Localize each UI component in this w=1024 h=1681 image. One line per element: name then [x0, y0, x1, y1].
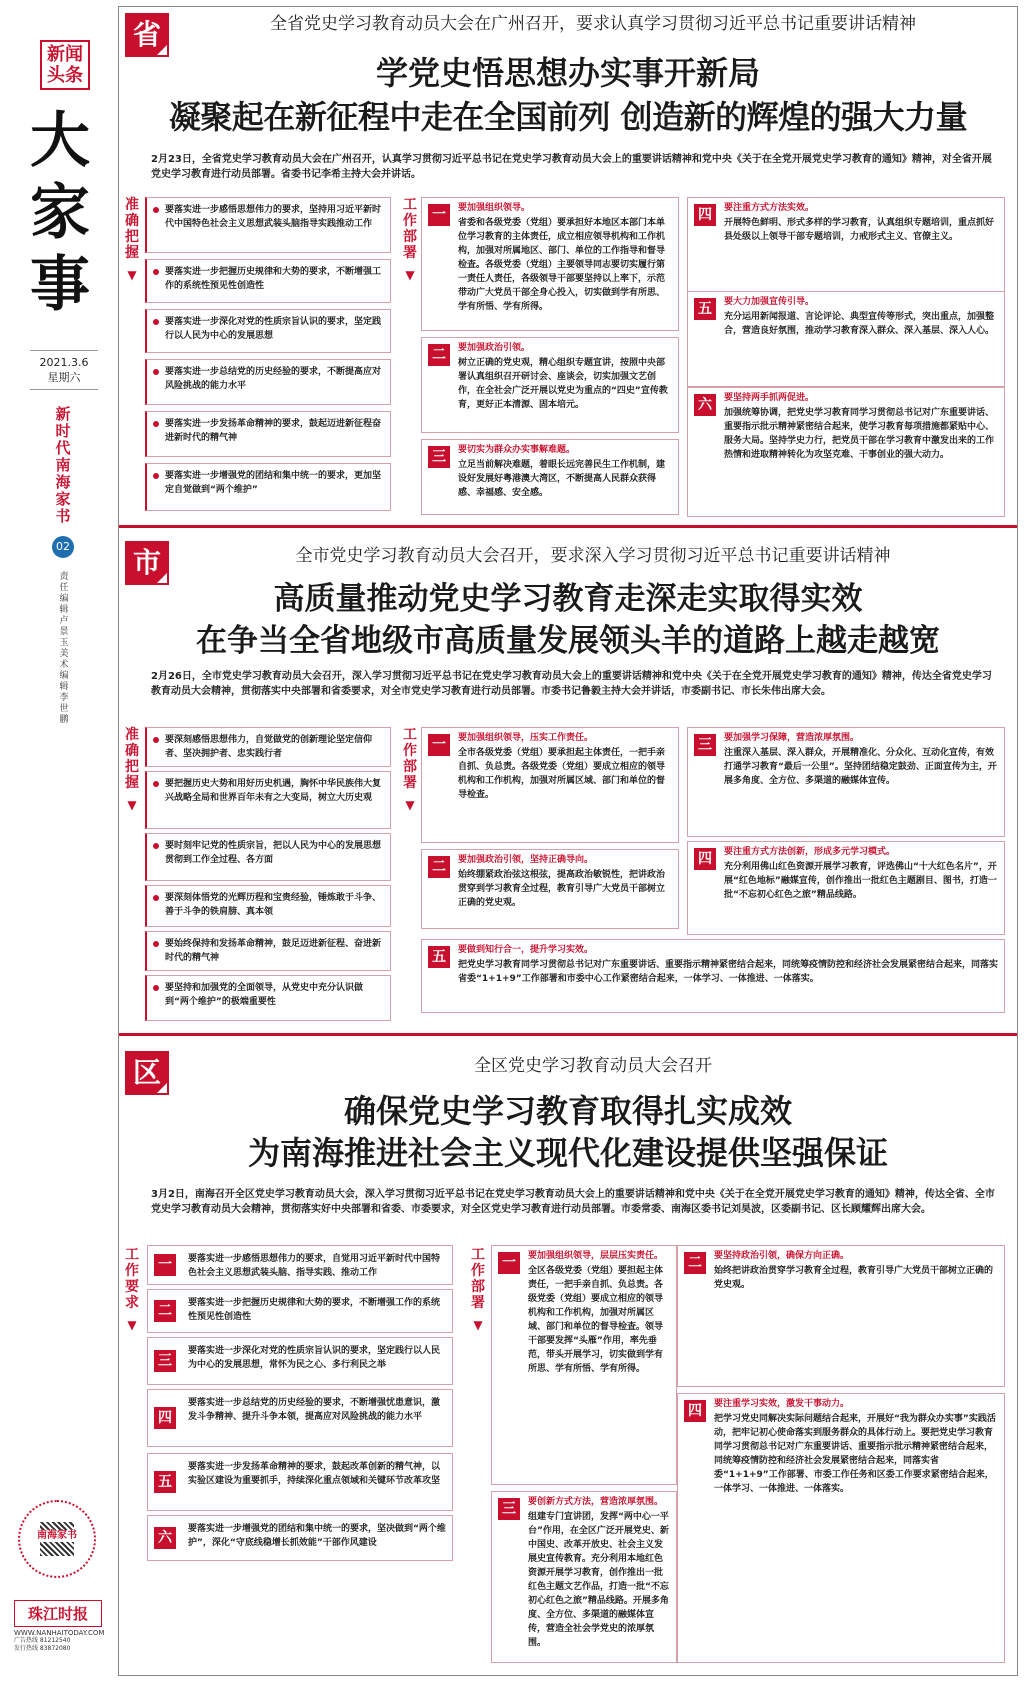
masthead-column [0, 0, 110, 1681]
requirement-number: 四 [154, 1407, 176, 1429]
province-work-label-text: 工作部署 [403, 197, 417, 261]
work-item-number: 二 [428, 344, 450, 366]
grasp-item: 要坚持和加强党的全面领导，从党史中充分认识做到“两个维护”的极端重要性 [145, 975, 391, 1021]
district-req-label-text: 工作要求 [125, 1247, 139, 1311]
work-item-number: 六 [694, 394, 716, 416]
district-label: 区 [125, 1051, 169, 1095]
work-item-text: 始终绷紧政治弦这根弦，提高政治敏锐性，把讲政治贯穿到学习教育全过程，教育引导广大党员干部树立正确的党史观。 [458, 870, 666, 908]
delivery-phone: 发行热线 83872080 [14, 1645, 71, 1652]
work-item-text: 立足当前解决难题，着眼长远完善民生工作机制，建设好发展好粤港澳大湾区，不断提高人民群众获得感、幸福感、安全感。 [458, 460, 666, 498]
requirement-item [147, 1389, 453, 1447]
issue-weekday: 星期六 [47, 371, 81, 384]
arrow-down-icon: ▼ [405, 798, 415, 812]
work-item-number: 四 [694, 848, 716, 870]
work-item [677, 1393, 1005, 1663]
city-headline-2: 在争当全省地级市高质量发展领头羊的道路上越走越宽 [196, 623, 940, 659]
work-item-text: 注重深入基层、深入群众，开展精准化、分众化、互动化宣传，有效打通学习教育“最后一公里”。坚持团结稳定鼓劲、正面宣传为主，开展多角度、全方位、多渠道的融媒体宣传。 [724, 748, 997, 786]
arrow-down-icon: ▼ [473, 1318, 483, 1332]
grasp-item: 要深刻体悟党的光辉历程和宝贵经验，锤炼敢于斗争、善于斗争的铁肩膀、真本领 [145, 885, 391, 927]
work-item-number: 三 [428, 446, 450, 468]
work-item-text: 树立正确的党史观，精心组织专题宣讲，按照中央部署认真组织召开研讨会、座谈会，切实加强文艺创作，在全社会广泛开展以党史为重点的“四史”宣传教育，更好正本清源、固本培元。 [458, 358, 668, 410]
requirement-item [147, 1289, 453, 1333]
work-item-number: 一 [428, 204, 450, 226]
work-item-title: 要做到知行合一，提升学习实效。 [458, 945, 594, 955]
page-title: 大家事 [30, 106, 90, 320]
work-item-number: 一 [428, 734, 450, 756]
requirement-item [147, 1515, 453, 1561]
work-item [687, 197, 1005, 293]
date-block [30, 350, 98, 390]
editors-credit: 责任编辑 卢景玉 美术编辑 李世鹏 [59, 572, 69, 725]
city-lead: 2月26日，全市党史学习教育动员大会召开，深入学习贯彻习近平总书记在党史学习教育动员大会上的重要讲话精神和党中央《关于在全党开展党史学习教育的通知》精神，传达全省党史学习教育动员大会精神，贯彻落实中央部署和省委要求，对全市党史学习教育进行动员部署。市委书记鲁毅主持大会并讲话，市委副书记、市长朱伟出席大会。 [151, 671, 992, 697]
city-label: 市 [125, 541, 169, 585]
province-lead: 2月23日，全省党史学习教育动员大会在广州召开，认真学习贯彻习近平总书记在党史学习教育动员大会上的重要讲话精神和党中央《关于在全党开展党史学习教育的通知》精神，对全省开展党史学习教育进行动员部署。省委书记李希主持大会并讲话。 [151, 154, 992, 180]
province-grasp-label-text: 准确把握 [125, 197, 139, 261]
city-work-label-text: 工作部署 [403, 727, 417, 791]
work-item [687, 387, 1005, 517]
arrow-down-icon: ▼ [405, 268, 415, 282]
requirement-text: 要落实进一步感悟思想伟力的要求，自觉用习近平新时代中国特色社会主义思想武装头脑、指导实践、推动工作 [188, 1254, 441, 1278]
newspaper-logo [14, 1600, 105, 1653]
province-label: 省 [125, 13, 169, 57]
arrow-down-icon: ▼ [127, 268, 137, 282]
paper-url[interactable]: WWW.NANHAITODAY.COM [14, 1629, 105, 1637]
grasp-item: 要深刻感悟思想伟力，自觉做党的创新理论坚定信仰者、坚决拥护者、忠实践行者 [145, 727, 391, 767]
work-item-text: 始终把讲政治贯穿学习教育全过程，教育引导广大党员干部树立正确的党史观。 [714, 1266, 994, 1290]
work-item-title: 要注重方式方法创新，形成多元学习模式。 [724, 847, 896, 857]
work-item [677, 1245, 1005, 1387]
requirement-number: 二 [154, 1300, 176, 1322]
requirement-text: 要落实进一步深化对党的性质宗旨认识的要求，坚定践行以人民为中心的发展思想，常怀为民之心、多行利民之举 [188, 1346, 441, 1370]
province-section [119, 7, 1017, 527]
work-item-number: 五 [428, 946, 450, 968]
work-item-title: 要加强组织领导，压实工作责任。 [458, 733, 594, 743]
work-item [421, 439, 679, 515]
province-headline-1: 学党史悟思想办实事开新局 [375, 54, 760, 92]
work-item [491, 1245, 677, 1485]
qr-code[interactable] [18, 1500, 96, 1578]
work-item-text: 把学习党史同解决实际问题结合起来，开展好“我为群众办实事”实践活动，把牢记初心使命落实到服务群众的具体行动上。要把党史学习教育同学习贯彻总书记对广东重要讲话、重要指示批示精神紧密结合起来，同统筹疫情防控和经济社会发展紧密结合起来，同落实省委“1+1+9”工作部署、市委工作任务和区委工作要求紧密结合起来，一体学习、一体推进、一体落实。 [714, 1414, 996, 1494]
grasp-item: 要把握历史大势和用好历史机遇，胸怀中华民族伟大复兴战略全局和世界百年未有之大变局，树立大历史观 [145, 771, 391, 829]
arrow-down-icon: ▼ [127, 1318, 137, 1332]
province-kicker: 全省党史学习教育动员大会在广州召开，要求认真学习贯彻习近平总书记重要讲话精神 [270, 14, 916, 34]
qr-label: 南海家书 [34, 1530, 80, 1542]
grasp-item: 要始终保持和发扬革命精神，鼓足迈进新征程、奋进新时代的精气神 [145, 931, 391, 971]
grasp-item: 要落实进一步发扬革命精神的要求，鼓起迈进新征程奋进新时代的精气神 [145, 411, 391, 457]
city-kicker: 全市党史学习教育动员大会召开，要求深入学习贯彻习近平总书记重要讲话精神 [295, 546, 891, 566]
province-work-label [401, 197, 419, 283]
work-item-number: 二 [428, 856, 450, 878]
grasp-item: 要时刻牢记党的性质宗旨，把以人民为中心的发展思想贯彻到工作全过程、各方面 [145, 833, 391, 881]
work-item [421, 939, 1005, 1013]
work-item-title: 要坚持政治引领，确保方向正确。 [714, 1251, 850, 1261]
requirement-item [147, 1245, 453, 1285]
grasp-item: 要落实进一步深化对党的性质宗旨认识的要求，坚定践行以人民为中心的发展思想 [145, 309, 391, 353]
work-item-text: 全区各级党委（党组）要担起主体责任，一把手亲自抓、负总责。各级党委（党组）要成立相应的领导机构和工作机构，加强对所属区域、部门和单位的督导检查。领导干部要发挥“头雁”作用，率先垂范，带头开展学习，切实做到学有所思、学有所悟、学有所得。 [528, 1266, 664, 1374]
work-item-text: 组建专门宣讲团，发挥“两中心一平台”作用，在全区广泛开展党史、新中国史、改革开放史、社会主义发展史宣传教育。充分利用本地红色资源开展学习教育，创作推出一批红色主题文艺作品，打造一批“不忘初心红色之旅”精品线路。开展多角度、全方位、多渠道的融媒体宣传，营造全社会学党史的浓厚氛围。 [528, 1512, 669, 1648]
work-item-text: 充分利用佛山红色资源开展学习教育，评选佛山“十大红色名片”，开展“红色地标”融媒宣传，创作推出一批红色主题剧目、图书，打造一批“不忘初心红色之旅”精品线路。 [724, 862, 997, 900]
requirement-text: 要落实进一步增强党的团结和集中统一的要求，坚决做到“两个维护”，深化“守底线稳增长抓效能”干部作风建设 [188, 1524, 446, 1548]
work-item-title: 要注重方式方法实效。 [724, 203, 815, 213]
requirement-item [147, 1337, 453, 1385]
work-item-number: 四 [694, 204, 716, 226]
work-item-title: 要加强政治引领，坚持正确导向。 [458, 855, 594, 865]
work-item [421, 849, 679, 929]
work-item [687, 841, 1005, 935]
requirement-text: 要落实进一步总结党的历史经验的要求，不断增强忧患意识，激发斗争精神、提升斗争本领，提高应对风险挑战的能力水平 [188, 1398, 441, 1422]
ad-phone: 广告热线 81212540 [14, 1637, 71, 1644]
requirement-number: 六 [154, 1527, 176, 1549]
work-item-title: 要加强政治引领。 [458, 343, 531, 353]
work-item-title: 要切实为群众办实事解难题。 [458, 445, 576, 455]
issue-date: 2021.3.6 [39, 356, 89, 369]
work-item-text: 加强统筹协调，把党史学习教育同学习贯彻总书记对广东重要讲话、重要指示批示精神紧密结合起来，使学习教育每项措施都紧贴中心、服务大局。坚持学史力行，把党员干部在学习教育中激发出来的工作热情和进取精神转化为攻坚克难、干事创业的强大动力。 [724, 408, 995, 460]
work-item-number: 一 [498, 1252, 520, 1274]
work-item [687, 727, 1005, 837]
work-item-text: 省委和各级党委（党组）要承担好本地区本部门本单位学习教育的主体责任，成立相应领导机构和工作机构，加强对所属地区、部门、单位的工作指导和督导检查。各级党委（党组）主要领导同志要切实履行第一责任人责任，各级领导干部要坚持以上率下，示范带动广大党员干部全身心投入，切实做到学有所思、学有所悟、学有所得。 [458, 218, 666, 312]
requirement-number: 五 [154, 1471, 176, 1493]
city-grasp-label-text: 准确把握 [125, 727, 139, 791]
section-divider [119, 1033, 1017, 1036]
work-item-text: 全市各级党委（党组）要承担起主体责任，一把手亲自抓、负总责。各级党委（党组）要成立相应的领导机构和工作机构，加强对所属区域、部门和单位的督导检查。 [458, 748, 666, 800]
requirement-item [147, 1453, 453, 1511]
district-section [119, 1039, 1017, 1675]
arrow-down-icon: ▼ [127, 798, 137, 812]
work-item-title: 要加强组织领导，层层压实责任。 [528, 1251, 664, 1261]
work-item-text: 把党史学习教育同学习贯彻总书记对广东重要讲话、重要指示精神紧密结合起来，同统筹疫情防控和经济社会发展紧密结合起来，同落实省委“1+1+9”工作部署和市委中心工作紧密结合起来，一体学习、一体推进、一体落实。 [458, 960, 999, 984]
city-grasp-label [123, 727, 141, 813]
grasp-item: 要落实进一步总结党的历史经验的要求，不断提高应对风险挑战的能力水平 [145, 359, 391, 405]
province-headline-2: 凝聚起在新征程中走在全国前列 创造新的辉煌的强大力量 [168, 98, 968, 136]
column-title: 新时代南海家书 [55, 405, 71, 525]
requirement-text: 要落实进一步把握历史规律和大势的要求，不断增强工作的系统性预见性创造性 [188, 1298, 441, 1322]
province-grasp-label [123, 197, 141, 283]
requirement-number: 三 [154, 1350, 176, 1372]
work-item-title: 要注重学习实效，激发干事动力。 [714, 1399, 850, 1409]
work-item [421, 727, 679, 843]
city-section [119, 531, 1017, 1027]
work-item-number: 二 [684, 1252, 706, 1274]
district-lead: 3月2日，南海召开全区党史学习教育动员大会，深入学习贯彻习近平总书记在党史学习教育动员大会上的重要讲话精神和党中央《关于在全党开展党史学习教育的通知》精神，传达全省、全市党史学习教育动员大会精神，贯彻落实好中央部署和省委、市委要求，对全区党史学习教育进行动员部署。市委常委、南海区委书记刘昊波，区委副书记、区长顾耀辉出席大会。 [151, 1189, 995, 1215]
work-item [687, 291, 1005, 387]
grasp-item: 要落实进一步感悟思想伟力的要求，坚持用习近平新时代中国特色社会主义思想武装头脑指导实践推动工作 [145, 197, 391, 253]
work-item-text: 充分运用新闻报道、言论评论、典型宣传等形式，突出重点，加强整合，营造良好氛围，推动学习教育深入群众、深入基层、深入人心。 [724, 312, 995, 336]
work-item-text: 开展特色鲜明、形式多样的学习教育，认真组织专题培训，重点抓好县处级以上领导干部专题培训，力戒形式主义、官僚主义。 [724, 218, 995, 242]
work-item-title: 要加强学习保障，营造浓厚氛围。 [724, 733, 860, 743]
work-item-title: 要大力加强宣传引导。 [724, 297, 815, 307]
work-item-title: 要创新方式方法，营造浓厚氛围。 [528, 1497, 664, 1507]
work-item-number: 三 [498, 1498, 520, 1520]
grasp-item: 要落实进一步把握历史规律和大势的要求，不断增强工作的系统性预见性创造性 [145, 259, 391, 303]
requirement-text: 要落实进一步发扬革命精神的要求，鼓起改革创新的精气神，以实验区建设为重要抓手，持续深化重点领域和关键环节改革攻坚 [188, 1462, 441, 1486]
paper-name: 珠江时报 [14, 1600, 102, 1627]
work-item [421, 197, 679, 331]
work-item [421, 337, 679, 433]
district-work-label-text: 工作部署 [471, 1247, 485, 1311]
district-headline-2: 为南海推进社会主义现代化建设提供坚强保证 [247, 1134, 888, 1172]
section-divider [119, 525, 1017, 528]
main-content-frame [118, 6, 1018, 1676]
work-item-title: 要坚持两手抓两促进。 [724, 393, 815, 403]
city-headline-1: 高质量推动党史学习教育走深走实取得实效 [273, 581, 863, 617]
work-item-title: 要加强组织领导。 [458, 203, 531, 213]
district-headline-1: 确保党史学习教育取得扎实成效 [343, 1092, 792, 1130]
district-work-label [469, 1247, 487, 1333]
grasp-item: 要落实进一步增强党的团结和集中统一的要求，更加坚定自觉做到“两个维护” [145, 463, 391, 511]
news-headline-badge: 新闻头条 [40, 40, 90, 90]
city-work-label [401, 727, 419, 813]
work-item-number: 五 [694, 298, 716, 320]
district-kicker: 全区党史学习教育动员大会召开 [474, 1056, 712, 1076]
work-item [491, 1491, 677, 1663]
district-req-label [123, 1247, 141, 1333]
page-number-badge: 02 [52, 536, 74, 558]
work-item-number: 三 [694, 734, 716, 756]
requirement-number: 一 [154, 1254, 176, 1276]
work-item-number: 四 [684, 1400, 706, 1422]
